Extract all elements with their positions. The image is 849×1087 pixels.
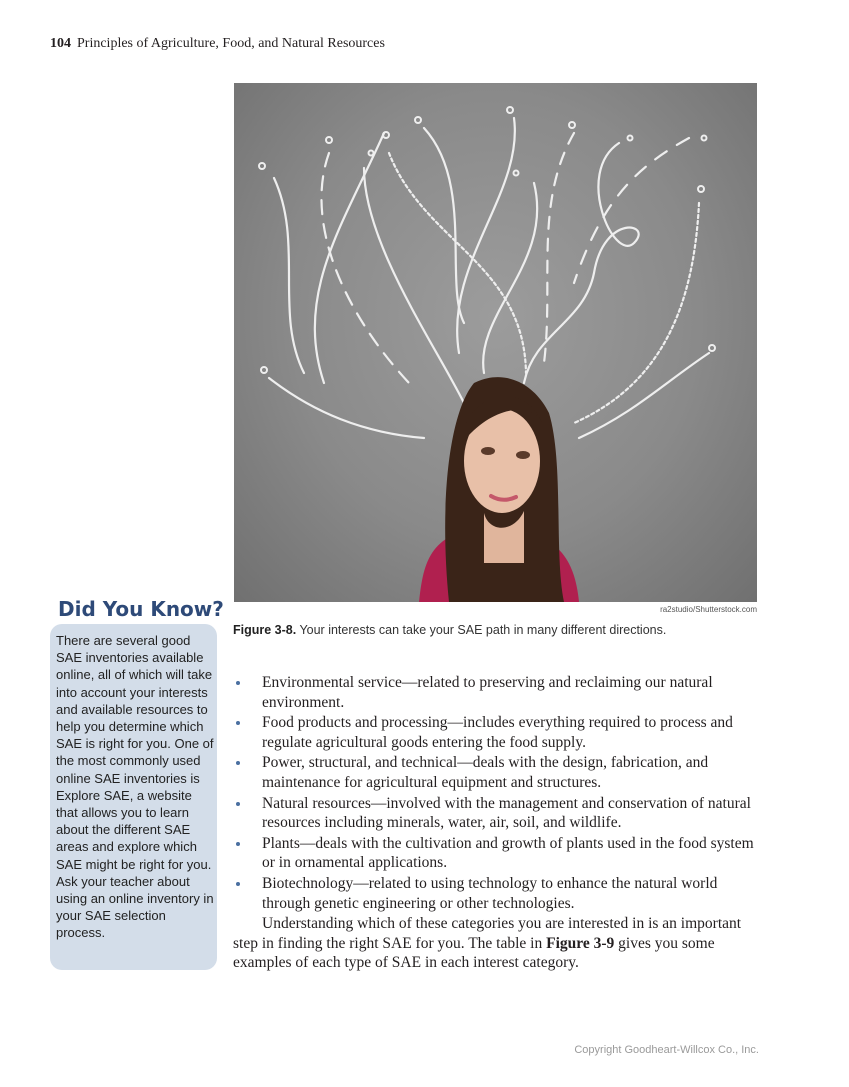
caption-label: Figure 3-8. xyxy=(233,623,297,637)
list-item-text: Power, structural, and technical—deals with the design, fabrication, and maintenance for agricultural equipment and structures. xyxy=(262,754,709,791)
page-number: 104 xyxy=(50,36,71,51)
running-header xyxy=(50,36,385,52)
book-title: Principles of Agriculture, Food, and Natural Resources xyxy=(77,36,385,51)
paragraph-text: Understanding which of these categories you are interested in is an important step in finding the right SAE for you. The table in xyxy=(233,915,742,952)
list-item xyxy=(233,713,763,752)
list-item xyxy=(233,673,763,712)
copyright-notice: Copyright Goodheart-Willcox Co., Inc. xyxy=(574,1044,759,1056)
list-item xyxy=(233,753,763,792)
list-item-text: Food products and processing—includes everything required to process and regulate agricultural goods entering the food supply. xyxy=(262,714,733,751)
bullet-icon xyxy=(236,802,240,806)
list-item xyxy=(233,794,763,833)
figure-caption xyxy=(233,623,666,637)
figure-image xyxy=(234,83,757,602)
sidebar-title: Did You Know? xyxy=(58,597,224,621)
bullet-icon xyxy=(236,882,240,886)
caption-text: Your interests can take your SAE path in many different directions. xyxy=(296,623,667,637)
bullet-icon xyxy=(236,761,240,765)
list-item-text: Environmental service—related to preserving and reclaiming our natural environment. xyxy=(262,674,713,711)
photo-credit: ra2studio/Shutterstock.com xyxy=(660,605,757,614)
list-item xyxy=(233,874,763,913)
paragraph-text: gives you some examples of each type of SAE in each interest category. xyxy=(233,934,715,972)
body-paragraph xyxy=(233,914,763,973)
list-item xyxy=(233,834,763,873)
bullet-icon xyxy=(236,681,240,685)
bullet-icon xyxy=(236,721,240,725)
figure-reference: Figure 3-9 xyxy=(546,934,615,952)
list-item-text: Natural resources—involved with the management and conservation of natural resources including minerals, water, air, soil, and wildlife. xyxy=(262,794,751,832)
list-item-text: Plants—deals with the cultivation and growth of plants used in the food system or in ornamental applications. xyxy=(262,834,754,872)
list-item-text: Biotechnology—related to using technology to enhance the natural world through genetic engineering or other technologies. xyxy=(262,874,718,912)
interest-category-list xyxy=(233,673,763,914)
sidebar-text: There are several good SAE inventories available online, all of which will take into account your interests and available resources to help you determine which SAE is right for you. One of the most commonly used online SAE inventories is Explore SAE, a website that allows you to learn about the different SAE areas and explore which SAE might be right for you. Ask your teacher about using an online inventory in your SAE selection process. xyxy=(56,633,214,941)
arrows-illustration xyxy=(234,83,757,602)
bullet-icon xyxy=(236,842,240,846)
